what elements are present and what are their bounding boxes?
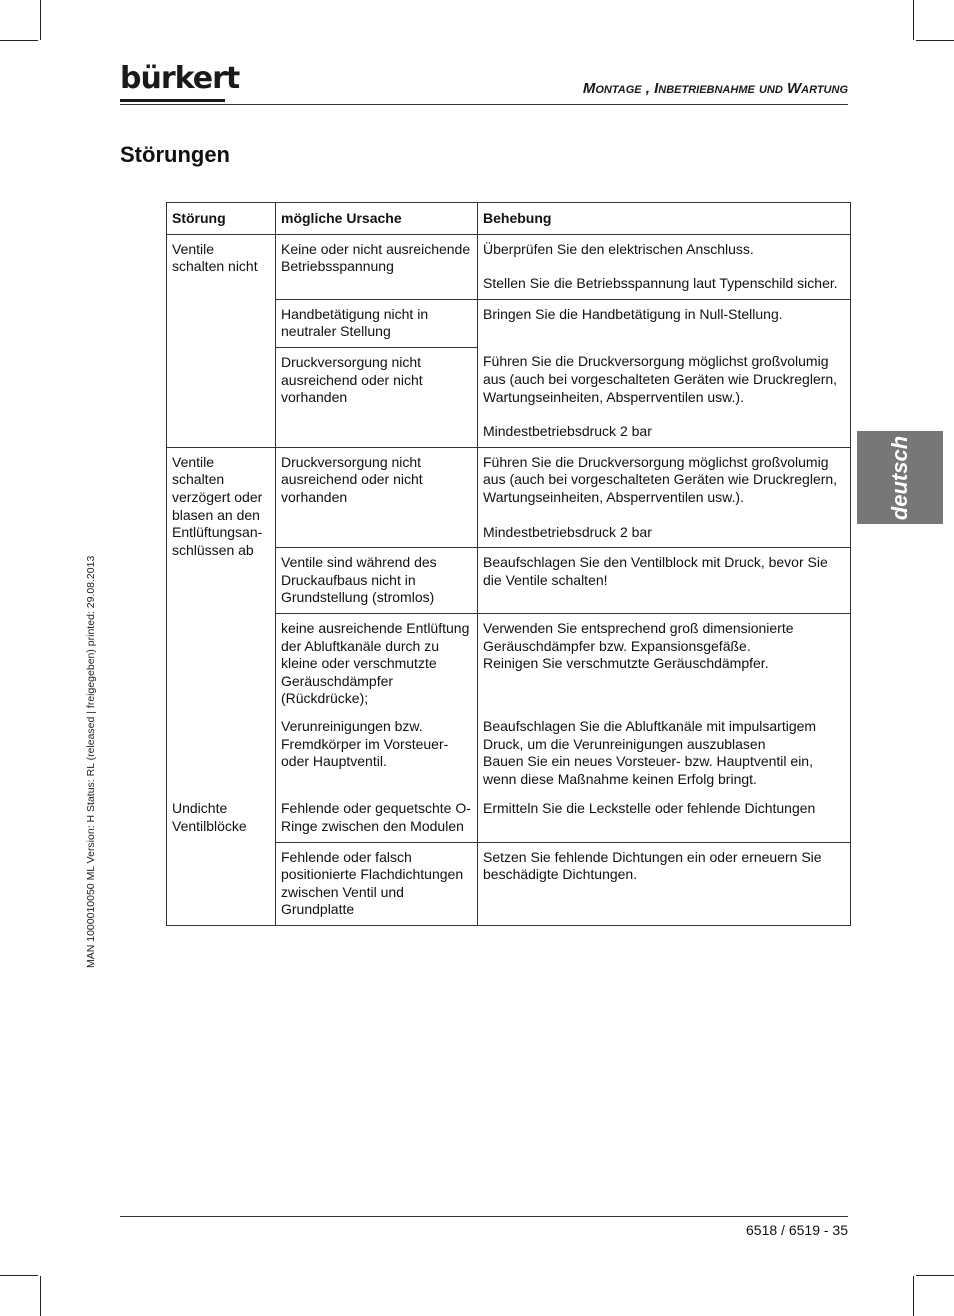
remedy-text: Mindestbetriebsdruck 2 bar [483, 423, 652, 440]
language-tab-label: deutsch [887, 435, 912, 520]
crop-mark [913, 0, 914, 40]
cause-text: Ventile sind während des Druckaufbaus nicht in Grundstellung (stromlos) [281, 554, 437, 606]
crop-mark [40, 1276, 41, 1316]
column-header-stoerung: Störung [167, 203, 276, 235]
cause-cell [276, 794, 478, 842]
cause-cell [276, 347, 478, 447]
remedy-text: Bringen Sie die Handbetätigung in Null-Stellung. [483, 305, 783, 322]
logo-underline [120, 99, 225, 102]
cause-cell [276, 447, 478, 547]
cause-text: Fehlende oder gequetschte O-Ringe zwischen den Modulen [281, 800, 471, 834]
remedy-cell [478, 842, 851, 925]
remedy-text: Setzen Sie fehlende Dichtungen ein oder erneuern Sie beschädigte Dichtungen. [483, 848, 822, 883]
crop-mark [916, 40, 954, 41]
page-title: Störungen [120, 142, 230, 167]
logo-text: bürkert [120, 61, 240, 96]
table-row [167, 447, 851, 547]
language-tab [857, 431, 943, 524]
table-row [167, 234, 851, 299]
brand-logo [120, 61, 240, 96]
cause-text: Fehlende oder falsch positionierte Flachdichtungen zwischen Ventil und Grundplatte [281, 848, 464, 918]
crop-mark [40, 0, 41, 40]
remedy-text: Ermitteln Sie die Leckstelle oder fehlende Dichtungen [483, 800, 816, 817]
cause-cell [276, 714, 478, 794]
cause-text: Verunreinigungen bzw. Fremdkörper im Vorsteuer- oder Hauptventil. [281, 717, 449, 770]
page-number: 6518 / 6519 - 35 [746, 1222, 848, 1238]
remedy-text: Führen Sie die Druckversorgung möglichst großvolumig aus (auch bei vorgeschalteten Geräten wie Druckreglern, Wartungseinheiten, Absperrventilen usw.). [483, 453, 838, 506]
remedy-text: Beaufschlagen Sie die Abluftkanäle mit impulsartigem Druck, um die Verunreinigungen auszublasen [483, 717, 817, 752]
remedy-text: Bauen Sie ein neues Vorsteuer- bzw. Hauptventil ein, wenn diese Maßnahme keinen Erfolg bringt. [483, 753, 813, 787]
column-header-behebung: Behebung [478, 203, 851, 235]
remedy-cell [478, 299, 851, 347]
crop-mark [913, 1276, 914, 1316]
remedy-text: Beaufschlagen Sie den Ventilblock mit Druck, bevor Sie die Ventile schalten! [483, 554, 828, 588]
cause-cell [276, 234, 478, 299]
remedy-text: Reinigen Sie verschmutzte Geräuschdämpfer. [483, 655, 769, 672]
fault-text: Ventile schalten verzögert oder blasen an den Entlüftungsan-schlüssen ab [172, 453, 263, 558]
fault-text: Ventile schalten nicht [172, 240, 258, 275]
remedy-text: Überprüfen Sie den elektrischen Anschluss. [483, 240, 754, 257]
cause-text: Druckversorgung nicht ausreichend oder nicht vorhanden [281, 453, 423, 506]
fault-cell [167, 234, 276, 447]
remedy-cell [478, 714, 851, 794]
cause-cell [276, 548, 478, 614]
remedy-text: Führen Sie die Druckversorgung möglichst großvolumig aus (auch bei vorgeschalteten Geräten wie Druckreglern, Wartungseinheiten, Absperrventilen usw.). [483, 353, 838, 405]
header-divider [120, 104, 848, 105]
column-header-ursache: mögliche Ursache [276, 203, 478, 235]
fault-text: Undichte Ventilblöcke [172, 800, 247, 834]
remedy-cell [478, 234, 851, 299]
cause-text: keine ausreichende Entlüftung der Abluftkanäle durch zu kleine oder verschmutzte Geräuschdämpfer (Rückdrücke); [281, 620, 470, 707]
fault-cell [167, 447, 276, 794]
table-header-row [167, 203, 851, 235]
crop-mark [916, 1275, 954, 1276]
crop-mark [0, 1275, 38, 1276]
document-meta: MAN 1000010050 ML Version: H Status: RL (released | freigegeben) printed: 29.08.2013 [85, 555, 97, 968]
cause-cell [276, 614, 478, 714]
cause-text: Keine oder nicht ausreichende Betriebsspannung [281, 240, 471, 275]
footer-divider [120, 1216, 848, 1217]
remedy-text: Verwenden Sie entsprechend groß dimensionierte Geräuschdämpfer bzw. Expansionsgefäße. [483, 620, 794, 654]
troubleshooting-table [166, 202, 851, 926]
crop-mark [0, 40, 38, 41]
remedy-cell [478, 794, 851, 842]
remedy-cell [478, 614, 851, 714]
cause-text: Handbetätigung nicht in neutraler Stellung [281, 305, 429, 340]
remedy-cell [478, 347, 851, 447]
table-row [167, 794, 851, 842]
fault-cell [167, 794, 276, 925]
cause-text: Druckversorgung nicht ausreichend oder nicht vorhanden [281, 353, 423, 406]
remedy-text: Mindestbetriebsdruck 2 bar [483, 523, 652, 540]
remedy-cell [478, 548, 851, 614]
cause-cell [276, 842, 478, 925]
remedy-text: Stellen Sie die Betriebsspannung laut Typenschild sicher. [483, 275, 838, 292]
header-title: Montage , Inbetriebnahme und Wartung [582, 80, 848, 97]
cause-cell [276, 299, 478, 347]
remedy-cell [478, 447, 851, 547]
